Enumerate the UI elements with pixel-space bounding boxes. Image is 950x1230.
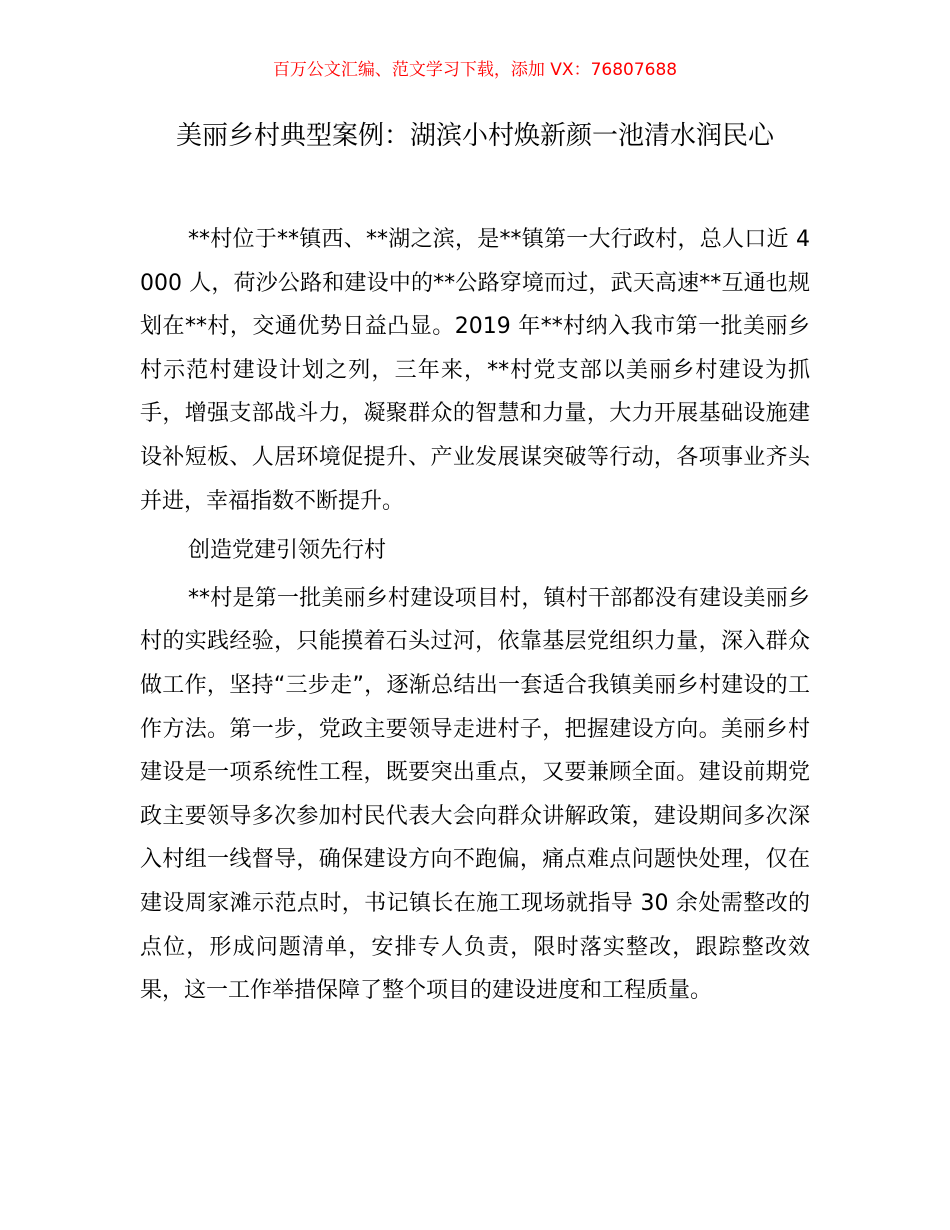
- document-title: 美丽乡村典型案例：湖滨小村焕新颜一池清水润民心: [175, 121, 774, 151]
- intro-paragraph: **村位于**镇西、**湖之滨，是**镇第一大行政村，总人口近 4000 人，荷沙公路和建设中的**公路穿境而过，武天高速**互通也规划在**村，交通优势日益凸显。2019 年**村纳入我市第一批美丽乡村示范村建设计划之列，三年来，**村党支部以美丽乡村建设为抓手，增强支部战斗力，凝聚群众的智慧和力量，大力开展基础设施建设补短板、人居环境促提升、产业发展谋突破等行动，各项事业齐头并进，幸福指数不断提升。: [140, 227, 810, 514]
- document-body: [140, 218, 810, 1013]
- section-heading: 创造党建引领先行村: [188, 538, 387, 564]
- promo-banner: 百万公文汇编、范文学习下载，添加 VX：76807688: [272, 60, 678, 80]
- section-paragraph: **村是第一批美丽乡村建设项目村，镇村干部都没有建设美丽乡村的实践经验，只能摸着石头过河，依靠基层党组织力量，深入群众做工作，坚持“三步走”，逐渐总结出一套适合我镇美丽乡村建设的工作方法。第一步，党政主要领导走进村子，把握建设方向。美丽乡村建设是一项系统性工程，既要突出重点，又要兼顾全面。建设前期党政主要领导多次参加村民代表大会向群众讲解政策，建设期间多次深入村组一线督导，确保建设方向不跑偏，痛点难点问题快处理，仅在建设周家滩示范点时，书记镇长在施工现场就指导 30 余处需整改的点位，形成问题清单，安排专人负责，限时落实整改，跟踪整改效果，这一工作举措保障了整个项目的建设进度和工程质量。: [140, 585, 810, 1004]
